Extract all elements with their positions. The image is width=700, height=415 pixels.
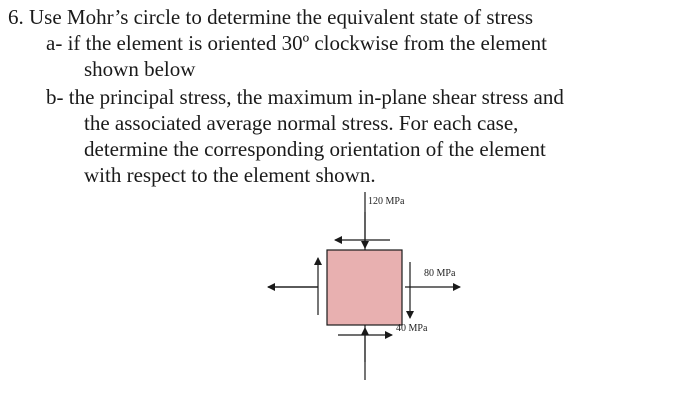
stress-element — [327, 250, 402, 325]
problem-line-title: 6. Use Mohr’s circle to determine the equivalent state of stress — [8, 5, 534, 29]
problem-part-a: a- if the element is oriented 30º clockwise from the element — [46, 31, 547, 55]
problem-part-a-cont: shown below — [84, 57, 196, 81]
problem-part-b: b- the principal stress, the maximum in-plane shear stress and — [46, 85, 564, 109]
problem-part-b-cont-3: with respect to the element shown. — [84, 163, 376, 187]
label-40-mpa: 40 MPa — [396, 323, 428, 334]
label-120-mpa: 120 MPa — [368, 196, 405, 207]
problem-part-b-cont-1: the associated average normal stress. For each case, — [84, 111, 519, 135]
problem-part-b-cont-2: determine the corresponding orientation of the element — [84, 137, 546, 161]
label-80-mpa: 80 MPa — [424, 268, 456, 279]
